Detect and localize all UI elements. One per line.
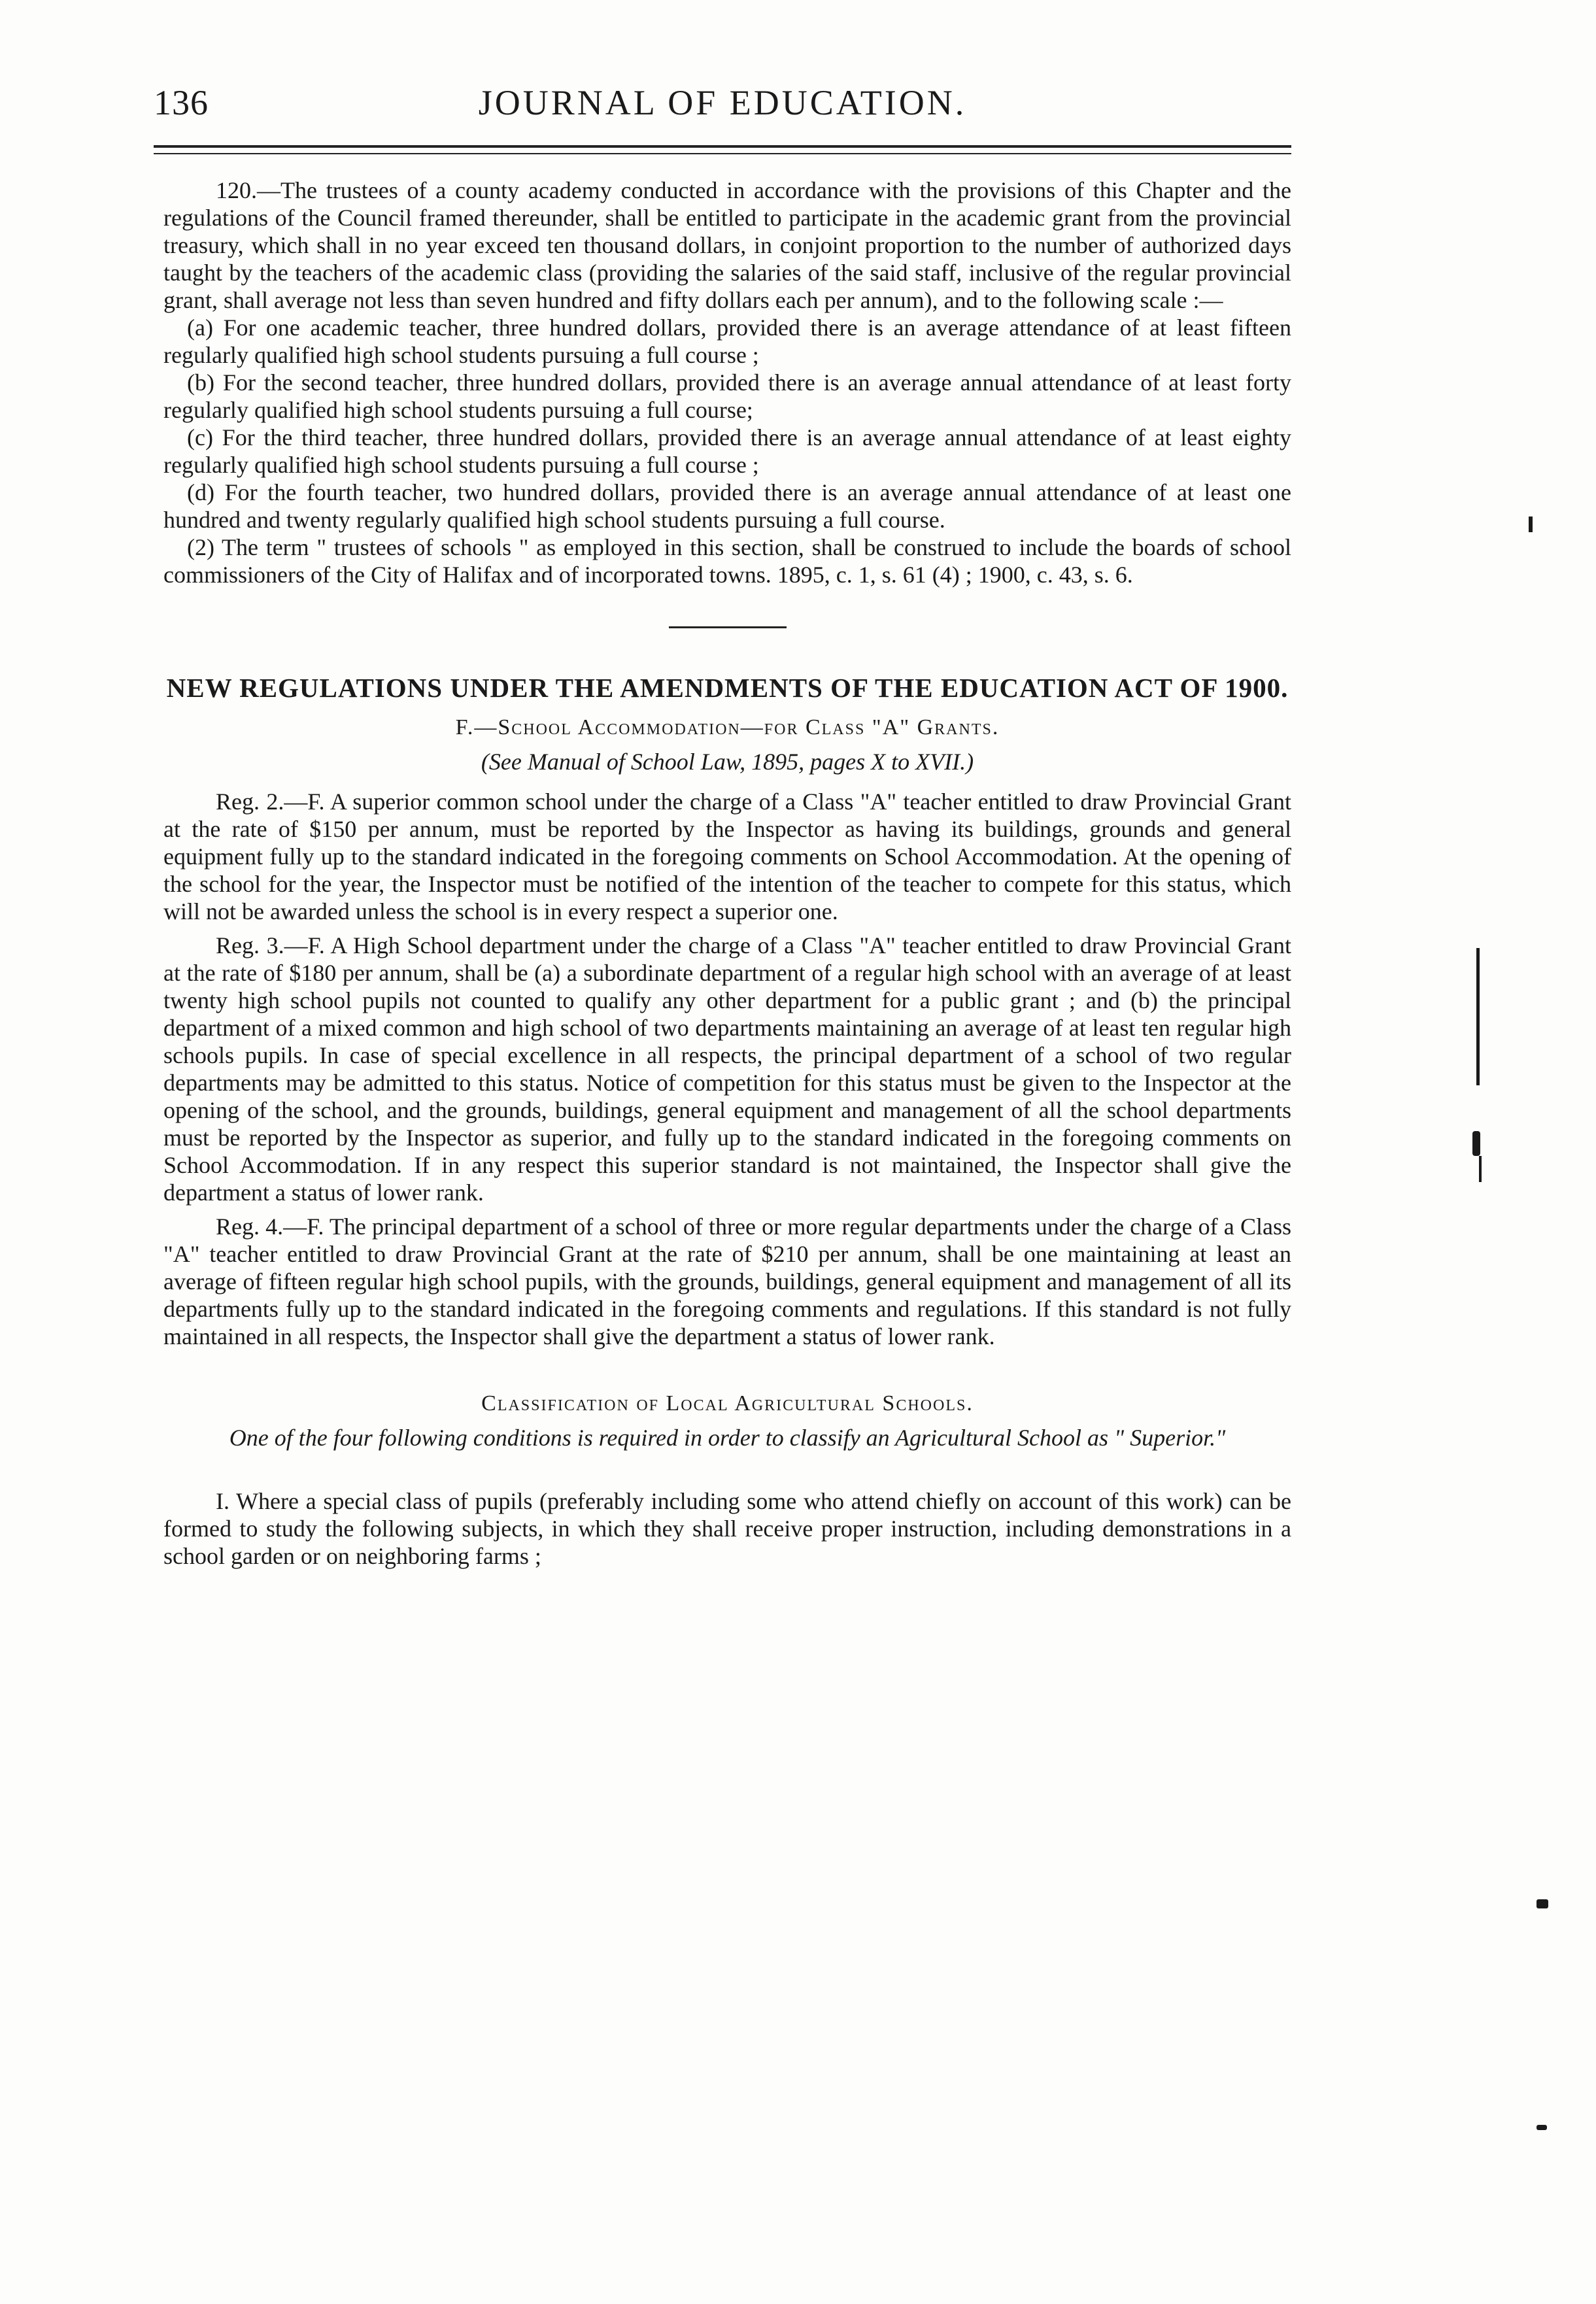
agricultural-condition: One of the four following conditions is required in order to classify an Agricultural School as " Superior." (229, 1425, 1226, 1451)
regulation-3: Reg. 3.—F. A High School department under the charge of a Class "A" teacher entitled to draw Provincial Grant at the rate of $180 per annum, shall be (a) a subordinate department of a regular high school with an average of at least twenty high school pupils not counted to qualify any other department for a public grant ; and (b) the principal department of a mixed common and high school of two departments maintaining an average of at least ten regular high schools pupils. In case of special excellence in all respects, the principal department of a school of two regular departments may be admitted to this status. Notice of competition for this status must be given to the Inspector at the opening of the school, and the grounds, buildings, general equipment and management of all the school departments must be reported by the Inspector as superior, and fully up to the standard indicated in the foregoing comments on School Accommodation. If in any respect this superior standard is not maintained, the Inspector shall give the department a status of lower rank. (163, 932, 1291, 1206)
margin-mark (1476, 948, 1480, 1085)
manual-reference: (See Manual of School Law, 1895, pages X to XVII.) (481, 749, 974, 775)
page-body (163, 177, 1291, 1570)
section-120-intro: 120.—The trustees of a county academy conducted in accordance with the provisions of this Chapter and the regulations of the Council framed thereunder, shall be entitled to participate in the academic grant from the provincial treasury, which shall in no year exceed ten thousand dollars, in conjoint proportion to the number of authorized days taught by the teachers of the academic class (providing the salaries of the said staff, inclusive of the regular provincial grant, shall average not less than seven hundred and fifty dollars each per annum), and to the following scale :— (163, 177, 1291, 313)
running-title: JOURNAL OF EDUCATION. (478, 83, 967, 122)
margin-mark (1537, 1899, 1548, 1908)
clause-b: (b) For the second teacher, three hundred dollars, provided there is an average annual attendance of at least forty regularly qualified high school students pursuing a full course; (163, 369, 1291, 423)
clause-c: (c) For the third teacher, three hundred dollars, provided there is an average annual attendance of at least eighty regularly qualified high school students pursuing a full course ; (163, 424, 1291, 478)
section-divider (669, 626, 787, 628)
agricultural-item-1: I. Where a special class of pupils (preferably including some who attend chiefly on account of this work) can be formed to study the following subjects, in which they shall receive proper instruction, including demonstrations in a school garden or on neighboring farms ; (163, 1488, 1291, 1569)
margin-mark (1529, 517, 1533, 532)
clause-a: (a) For one academic teacher, three hundred dollars, provided there is an average attendance of at least fifteen regularly qualified high school students pursuing a full course ; (163, 314, 1291, 368)
header-rule (154, 145, 1291, 154)
clause-d: (d) For the fourth teacher, two hundred dollars, provided there is an average annual attendance of at least one hundred and twenty regularly qualified high school students pursuing a full course. (163, 479, 1291, 533)
regulation-4: Reg. 4.—F. The principal department of a school of three or more regular departments under the charge of a Class "A" teacher entitled to draw Provincial Grant at the rate of $210 per annum, shall be one maintaining at least an average of fifteen regular high school pupils, with the grounds, buildings, general equipment and management of all its departments fully up to the standard indicated in the foregoing comments and regulations. If this standard is not fully maintained in all respects, the Inspector shall give the department a status of lower rank. (163, 1213, 1291, 1349)
margin-mark (1479, 1156, 1482, 1182)
agricultural-heading: Classification of Local Agricultural Schools. (481, 1391, 974, 1415)
school-accommodation-subheading: F.—School Accommodation—for Class "A" Grants. (455, 715, 1000, 739)
page-number: 136 (154, 83, 209, 122)
page-header (154, 77, 1291, 136)
regulation-2: Reg. 2.—F. A superior common school under the charge of a Class "A" teacher entitled to draw Provincial Grant at the rate of $150 per annum, must be reported by the Inspector as having its buildings, grounds and general equipment fully up to the standard indicated in the foregoing comments on School Accommodation. At the opening of the school for the year, the Inspector must be notified of the intention of the teacher to compete for this status, which will not be awarded unless the school is in every respect a superior one. (163, 788, 1291, 924)
margin-mark (1472, 1131, 1480, 1156)
margin-mark (1537, 2125, 1547, 2130)
new-regulations-heading: NEW REGULATIONS UNDER THE AMENDMENTS OF THE EDUCATION ACT OF 1900. (166, 673, 1289, 703)
subsection-2: (2) The term " trustees of schools " as employed in this section, shall be construed to include the boards of school commissioners of the City of Halifax and of incorporated towns. 1895, c. 1, s. 61 (4) ; 1900, c. 43, s. 6. (163, 534, 1291, 588)
